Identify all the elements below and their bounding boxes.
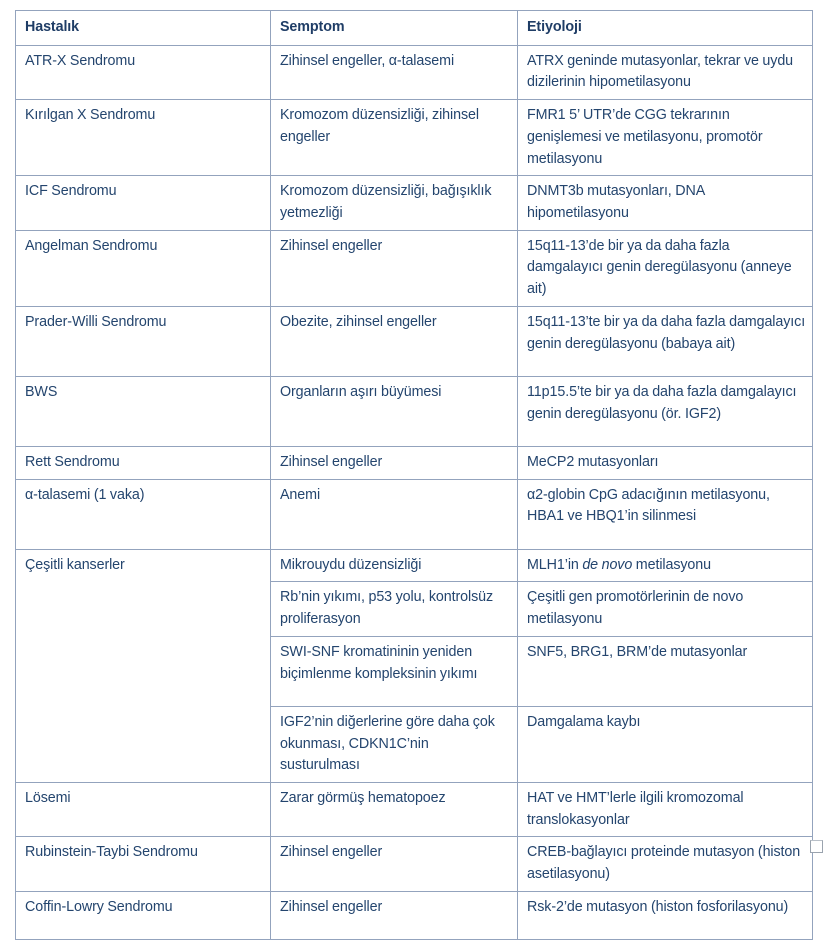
cell-semptom bbox=[271, 549, 518, 582]
cell-hastalik bbox=[16, 782, 271, 836]
table-header-row bbox=[16, 11, 813, 46]
cell-etiyoloji bbox=[518, 636, 813, 706]
cell-semptom-text: Zarar görmüş hematopoez bbox=[280, 789, 446, 806]
cell-hastalik-text: Kırılgan X Sendromu bbox=[25, 107, 156, 124]
cell-semptom-text: SWI-SNF kromatininin yeniden biçimlenme kompleksinin yıkımı bbox=[280, 643, 478, 682]
cell-semptom bbox=[271, 230, 518, 306]
cell-etiyoloji bbox=[518, 176, 813, 230]
cell-etiyoloji-text: 11p15.5’te bir ya da daha fazla damgalayıcı genin deregülasyonu (ör. IGF2) bbox=[527, 383, 797, 422]
cell-semptom bbox=[271, 446, 518, 479]
cell-hastalik-text: Prader-Willi Sendromu bbox=[25, 313, 167, 330]
cell-hastalik bbox=[16, 891, 271, 939]
cell-semptom-text: Zihinsel engeller bbox=[280, 453, 383, 470]
cell-semptom bbox=[271, 100, 518, 176]
cell-hastalik-text: BWS bbox=[25, 383, 58, 400]
table-row bbox=[16, 837, 813, 891]
cell-semptom-text: Mikrouydu düzensizliği bbox=[280, 556, 422, 573]
cell-hastalik-text: ATR-X Sendromu bbox=[25, 52, 136, 69]
cell-hastalik bbox=[16, 306, 271, 376]
cell-hastalik bbox=[16, 45, 271, 99]
cell-hastalik-text: α-talasemi (1 vaka) bbox=[25, 486, 145, 503]
cell-etiyoloji bbox=[518, 549, 813, 582]
cell-semptom bbox=[271, 582, 518, 636]
cell-etiyoloji bbox=[518, 100, 813, 176]
cell-semptom bbox=[271, 782, 518, 836]
table-body bbox=[16, 45, 813, 939]
cell-etiyoloji-text: 15q11-13’de bir ya da daha fazla damgalayıcı genin deregülasyonu (anneye ait) bbox=[527, 237, 792, 298]
cell-semptom bbox=[271, 479, 518, 549]
cell-semptom-text: Zihinsel engeller bbox=[280, 844, 383, 861]
cell-hastalik bbox=[16, 176, 271, 230]
cell-etiyoloji bbox=[518, 891, 813, 939]
cell-hastalik bbox=[16, 479, 271, 549]
cell-semptom-text: Kromozom düzensizliği, bağışıklık yetmezliği bbox=[280, 183, 492, 222]
table-row bbox=[16, 230, 813, 306]
cell-etiyoloji-text: MLH1’in bbox=[527, 556, 583, 573]
cell-etiyoloji bbox=[518, 45, 813, 99]
cell-semptom-text: Zihinsel engeller, α-talasemi bbox=[280, 52, 455, 69]
disease-table bbox=[15, 10, 813, 940]
cell-etiyoloji-text: HAT ve HMT’lerle ilgili kromozomal translokasyonlar bbox=[527, 789, 744, 828]
cell-etiyoloji-text: MeCP2 mutasyonları bbox=[527, 453, 659, 470]
cell-semptom-text: Zihinsel engeller bbox=[280, 898, 383, 915]
cell-semptom-text: Obezite, zihinsel engeller bbox=[280, 313, 437, 330]
cell-etiyoloji bbox=[518, 706, 813, 782]
cell-etiyoloji-text: Damgalama kaybı bbox=[527, 713, 641, 730]
cell-etiyoloji-text: DNMT3b mutasyonları, DNA hipometilasyonu bbox=[527, 183, 705, 222]
cell-semptom-text: Rb’nin yıkımı, p53 yolu, kontrolsüz proliferasyon bbox=[280, 589, 494, 628]
table-row bbox=[16, 45, 813, 99]
cell-etiyoloji bbox=[518, 446, 813, 479]
cell-semptom bbox=[271, 376, 518, 446]
cell-etiyoloji bbox=[518, 479, 813, 549]
cell-semptom-text: IGF2’nin diğerlerine göre daha çok okunması, CDKN1C’nin susturulması bbox=[280, 713, 495, 774]
table-row bbox=[16, 446, 813, 479]
table-row bbox=[16, 376, 813, 446]
cell-semptom-text: Kromozom düzensizliği, zihinsel engeller bbox=[280, 107, 479, 145]
cell-hastalik-text: Angelman Sendromu bbox=[25, 237, 158, 254]
cell-etiyoloji-text: ATRX geninde mutasyonlar, tekrar ve uydu dizilerinin hipometilasyonu bbox=[527, 52, 794, 91]
cell-semptom-text: Organların aşırı büyümesi bbox=[280, 383, 442, 400]
cell-etiyoloji bbox=[518, 782, 813, 836]
cell-hastalik-text: Rubinstein-Taybi Sendromu bbox=[25, 844, 198, 861]
cell-etiyoloji bbox=[518, 376, 813, 446]
cell-hastalik bbox=[16, 446, 271, 479]
cell-etiyoloji-text: SNF5, BRG1, BRM’de mutasyonlar bbox=[527, 643, 748, 660]
cell-semptom bbox=[271, 891, 518, 939]
cell-hastalik-text: Çeşitli kanserler bbox=[25, 556, 125, 573]
cell-semptom bbox=[271, 837, 518, 891]
table-row bbox=[16, 100, 813, 176]
table-row bbox=[16, 306, 813, 376]
cell-etiyoloji-text: α2-globin CpG adacığının metilasyonu, HBA1 ve HBQ1’in silinmesi bbox=[527, 486, 770, 525]
cell-hastalik-text: ICF Sendromu bbox=[25, 183, 117, 200]
cell-etiyoloji-text-tail: metilasyonu bbox=[632, 556, 711, 573]
cell-hastalik bbox=[16, 549, 271, 782]
cell-semptom bbox=[271, 636, 518, 706]
cell-etiyoloji-text: 15q11-13’te bir ya da daha fazla damgalayıcı genin deregülasyonu (babaya ait) bbox=[527, 313, 806, 352]
table-row bbox=[16, 549, 813, 582]
cell-etiyoloji bbox=[518, 306, 813, 376]
cell-hastalik bbox=[16, 837, 271, 891]
cell-semptom-text: Zihinsel engeller bbox=[280, 237, 383, 254]
cell-hastalik-text: Rett Sendromu bbox=[25, 453, 120, 470]
table-row bbox=[16, 782, 813, 836]
column-header-semptom: Semptom bbox=[271, 11, 518, 46]
table-row bbox=[16, 176, 813, 230]
cell-semptom bbox=[271, 45, 518, 99]
cell-etiyoloji-emphasis: de novo bbox=[582, 556, 633, 573]
cell-etiyoloji bbox=[518, 582, 813, 636]
cell-semptom bbox=[271, 306, 518, 376]
cell-hastalik-text: Coffin-Lowry Sendromu bbox=[25, 898, 173, 915]
cell-semptom bbox=[271, 176, 518, 230]
column-header-etiyoloji: Etiyoloji bbox=[518, 11, 813, 46]
cell-etiyoloji-text: Rsk-2’de mutasyon (histon fosforilasyonu) bbox=[527, 898, 789, 915]
table-row bbox=[16, 479, 813, 549]
cell-semptom bbox=[271, 706, 518, 782]
cell-hastalik bbox=[16, 376, 271, 446]
disease-table-container bbox=[15, 10, 812, 940]
table-row bbox=[16, 891, 813, 939]
cell-etiyoloji-text: FMR1 5’ UTR’de CGG tekrarının genişlemesi ve metilasyonu, promotör metilasyonu bbox=[527, 107, 763, 167]
column-header-hastalik: Hastalık bbox=[16, 11, 271, 46]
cell-hastalik-text: Lösemi bbox=[25, 789, 71, 806]
cell-hastalik bbox=[16, 100, 271, 176]
cell-semptom-text: Anemi bbox=[280, 486, 321, 503]
table-header bbox=[16, 11, 813, 46]
cell-etiyoloji-text: Çeşitli gen promotörlerinin de novo metilasyonu bbox=[527, 589, 744, 628]
resize-handle-icon[interactable] bbox=[810, 840, 823, 853]
cell-etiyoloji bbox=[518, 230, 813, 306]
cell-etiyoloji-text: CREB-bağlayıcı proteinde mutasyon (histon asetilasyonu) bbox=[527, 844, 801, 883]
cell-hastalik bbox=[16, 230, 271, 306]
cell-etiyoloji bbox=[518, 837, 813, 891]
